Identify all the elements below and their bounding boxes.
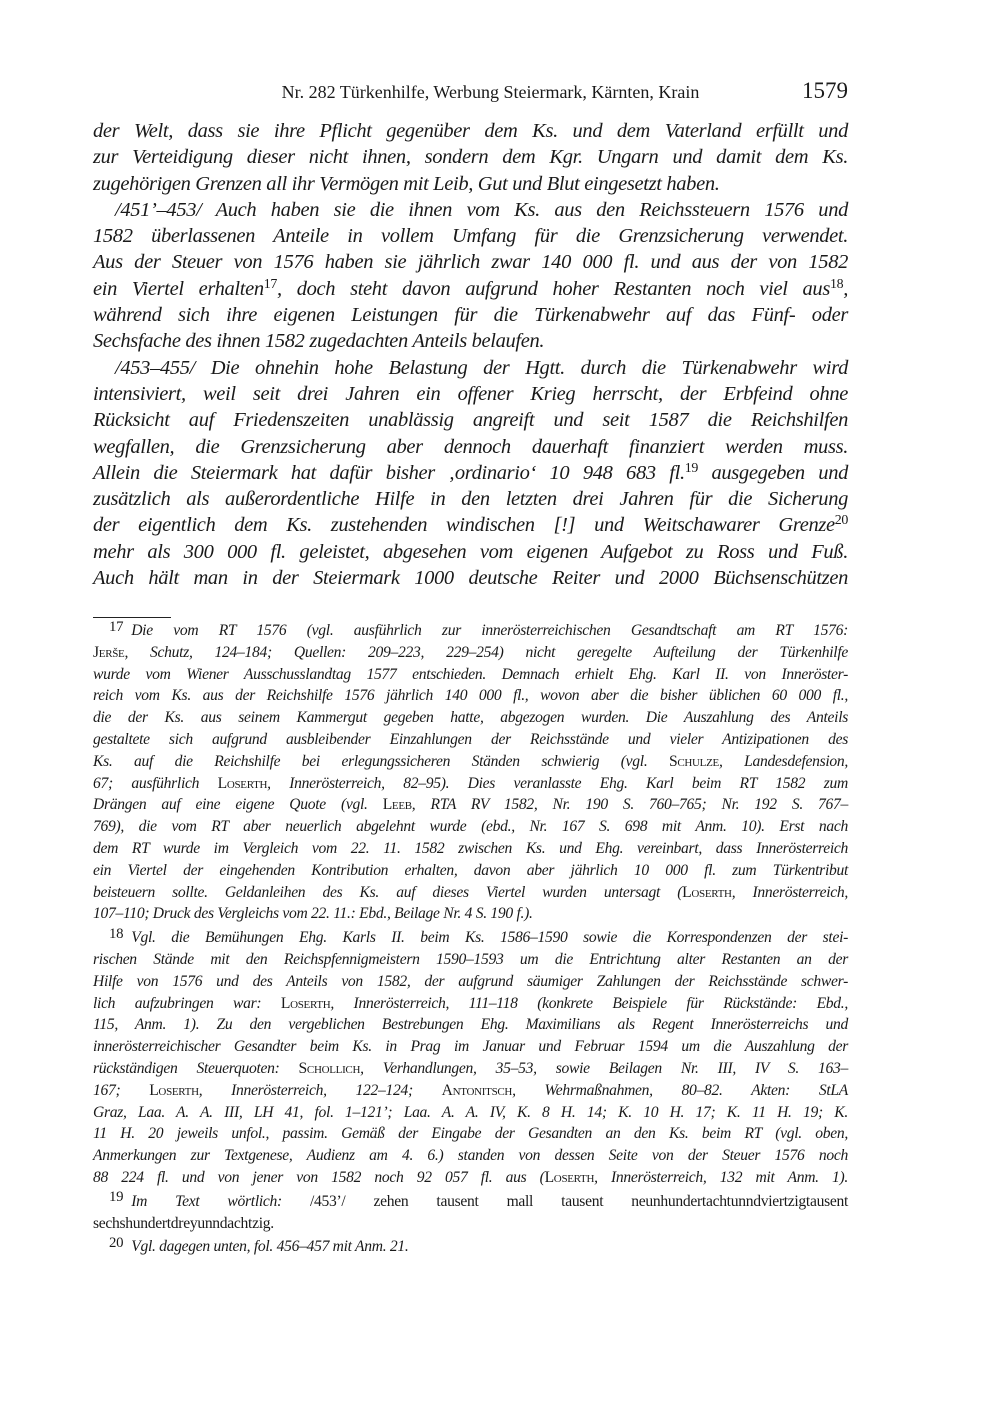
footnote-line — [93, 1213, 848, 1235]
text-line — [93, 197, 848, 223]
text-line — [93, 486, 848, 512]
text-italic: ausgegeben und — [697, 461, 848, 484]
text-italic: Hilfe von 1576 und des Anteils von 1582, der aufgrund säumiger Zahlungen der Reichsstände schwer- — [93, 972, 848, 990]
footnote-ref: 18 — [829, 276, 844, 292]
footnote-line — [93, 816, 848, 838]
text-italic: Drängen auf eine eigene Quote (vgl. — [93, 796, 383, 814]
text-italic: zur Verteidigung dieser nicht ihnen, sondern dem Kgr. Ungarn und damit dem Ks. — [93, 146, 848, 169]
running-title: Nr. 282 Türkenhilfe, Werbung Steiermark, Kärnten, Krain — [281, 82, 700, 102]
footnote-separator — [93, 617, 171, 618]
text-italic: , Landesdefension, — [718, 752, 848, 770]
text-italic: Vgl. die Bemühungen Ehg. Karls II. beim Ks. 1586–1590 sowie die Korrespondenzen der stei- — [131, 929, 848, 947]
footnote-line — [93, 882, 848, 904]
text-line — [93, 328, 848, 354]
text-italic: , Innerösterreich, 122–124; — [198, 1081, 442, 1099]
text-italic: Graz, Laa. A. A. III, LH 41, fol. 1–121’; Laa. A. A. IV, K. 8 H. 14; K. 10 H. 17; K. 11 H. 19; K. — [93, 1103, 848, 1121]
footnote-line — [93, 971, 848, 993]
footnote-ref: 20 — [834, 513, 848, 529]
author-name: Loserth — [280, 994, 331, 1012]
footnote-line — [93, 1058, 848, 1080]
text-italic: während sich ihre eigenen Leistungen für die Türkenabwehr auf das Fünf- oder — [93, 304, 848, 327]
footnote-line — [93, 860, 848, 882]
text-line — [93, 407, 848, 433]
author-name: Loserth — [217, 774, 268, 792]
text-line — [93, 512, 848, 538]
footnote-line — [93, 949, 848, 971]
footnote-line — [93, 794, 848, 816]
author-name: Loserth — [682, 883, 732, 901]
text-line — [93, 355, 848, 381]
text-italic: wegfallen, die Grenzsicherung aber dennoch dauerhaft finanziert werden muss. — [93, 435, 848, 458]
footnote-number: 18 — [109, 925, 124, 942]
text-italic: wurde vom Wiener Ausschusslandtag 1577 entschieden. Demnach erhielt Ehg. Karl II. von Inneröster- — [93, 665, 848, 683]
footnote-ref: 19 — [684, 460, 698, 476]
footnote-line — [93, 751, 848, 773]
text-line — [93, 539, 848, 565]
text-italic: der Welt, dass sie ihre Pflicht gegenüber dem Ks. und dem Vaterland erfüllt und — [93, 120, 848, 142]
text-italic: , Innerösterreich, — [731, 883, 848, 901]
footnote-line — [93, 729, 848, 751]
footnote-number: 19 — [109, 1189, 124, 1206]
text-italic: /451’–453/ Auch haben sie die ihnen vom Ks. aus den Reichssteuern 1576 und — [115, 198, 848, 221]
text-line — [93, 381, 848, 407]
text-italic: 115, Anm. 1). Zu den vergeblichen Bestrebungen Ehg. Maximilians als Regent Innerösterreichs und — [93, 1016, 848, 1034]
footnote-line — [93, 620, 848, 642]
footnote-number: 17 — [109, 618, 124, 635]
text-italic: 167; — [93, 1081, 150, 1099]
text-italic: der eigentlich dem Ks. zustehenden windischen [!] und Weitschawarer Grenze — [93, 514, 835, 537]
text-italic: Rücksicht auf Friedenszeiten unablässig angreift und seit 1587 die Reichshilfen — [93, 409, 848, 432]
footnote-line — [93, 1167, 848, 1189]
footnote-line — [93, 1191, 848, 1213]
text-italic: dem RT wurde im Vergleich vom 22. 11. 1582 zwischen Ks. und Ehg. vereinbart, dass Innerösterreich — [93, 839, 848, 857]
footnote-line — [93, 838, 848, 860]
text-italic: Aus der Steuer von 1576 haben sie jährlich zwar 140 000 fl. und aus der von 1582 — [93, 251, 848, 274]
text-italic: zusätzlich als außerordentliche Hilfe in den letzten drei Jahren für die Sicherung — [93, 488, 848, 511]
text-italic: 88 224 fl. und von jener von 1582 noch 92 057 fl. aus ( — [93, 1168, 545, 1186]
author-name: Schollich — [298, 1059, 361, 1077]
page-number: 1579 — [802, 78, 848, 103]
text-italic: die der Ks. aus seinem Kammergut gegeben hatte, abgezogen wurden. Die Auszahlung des Anteils — [93, 709, 848, 727]
text-italic: 769), die vom RT aber neuerlich abgelehnt wurde (ebd., Nr. 167 S. 698 mit Anm. 10). Erst nach — [93, 818, 848, 836]
text-italic: /453–455/ Die ohnehin hohe Belastung der Hgtt. durch die Türkenabwehr wird — [115, 356, 848, 379]
text-italic: , Wehrmaßnahmen, 80–82. Akten: StLA — [512, 1081, 848, 1099]
main-text — [93, 118, 848, 591]
footnote-line — [93, 664, 848, 686]
text-line — [93, 249, 848, 275]
footnotes — [93, 620, 848, 1258]
text-italic: innerösterreichischer Gesandter beim Ks. in Prag im Januar und Februar 1594 um die Auszahlung der — [93, 1038, 848, 1056]
text-italic: ein Viertel der eingehenden Kontribution erhalten, davon aber jährlich 10 000 fl. zum Türkentribut — [93, 861, 848, 879]
author-name: Jerše — [93, 643, 125, 661]
text-line — [93, 276, 848, 302]
text-italic: 107–110; Druck des Vergleichs vom 22. 11.: Ebd., Beilage Nr. 4 S. 190 f.). — [93, 905, 533, 923]
text-roman: /453’/ zehen tausent mall tausent neunhundertachtunndviertzigtausent — [309, 1192, 849, 1210]
text-italic: , Verhandlungen, 35–53, sowie Beilagen Nr. III, IV S. 163– — [360, 1059, 848, 1077]
footnote-line — [93, 1014, 848, 1036]
text-italic: reich vom Ks. aus der Reichshilfe 1576 jährlich 140 000 fl., wovon aber die bisher üblichen 60 000 fl., — [93, 687, 848, 705]
text-italic: , RTA RV 1582, Nr. 190 S. 760–765; Nr. 192 S. 767– — [411, 796, 848, 814]
text-italic: Sechsfache des ihnen 1582 zugedachten Anteils belaufen. — [93, 330, 545, 353]
text-line — [93, 434, 848, 460]
author-name: Leeb — [382, 796, 412, 814]
footnote-ref: 17 — [263, 276, 278, 292]
footnote-line — [93, 685, 848, 707]
footnote-line — [93, 927, 848, 949]
text-line — [93, 302, 848, 328]
footnote-line — [93, 642, 848, 664]
author-name: Antonitsch — [441, 1081, 513, 1099]
footnote-line — [93, 773, 848, 795]
text-italic: zugehörigen Grenzen all ihr Vermögen mit Leib, Gut und Blut eingesetzt haben. — [93, 172, 720, 195]
author-name: Loserth — [149, 1081, 199, 1099]
text-italic: Im Text wörtlich: — [131, 1192, 310, 1210]
footnote-line — [93, 903, 848, 925]
footnote-line — [93, 1102, 848, 1124]
text-line — [93, 118, 848, 144]
text-italic: rückständigen Steuerquoten: — [93, 1059, 299, 1077]
text-italic: , Innerösterreich, 111–118 (konkrete Beispiele für Rückstände: Ebd., — [330, 994, 848, 1012]
text-italic: Ks. auf die Reichshilfe bei erlegungssicheren Ständen schwierig (vgl. — [93, 752, 669, 770]
text-line — [93, 565, 848, 591]
text-italic: , Innerösterreich, 82–95). Dies veranlasste Ehg. Karl beim RT 1582 zum — [267, 774, 848, 792]
author-name: Loserth — [544, 1168, 595, 1186]
text-italic: 11 H. 20 jeweils unfol., passim. Gemäß der Eingabe der Gesandten an den Ks. beim RT (vgl. oben, — [93, 1125, 848, 1143]
text-italic: , Schutz, 124–184; Quellen: 209–223, 229–254) nicht geregelte Aufteilung der Türkenhilfe — [124, 643, 848, 661]
text-line — [93, 144, 848, 170]
text-italic: Anmerkungen zur Textgenese, Audienz am 4. 6.) standen von dessen Seite von der Steuer 1576 noch — [93, 1147, 848, 1165]
author-name: Schulze — [668, 752, 719, 770]
page-header — [93, 78, 848, 108]
text-italic: rischen Stände mit den Reichspfennigmeistern 1590–1593 um die Entrichtung alter Restanten an der — [93, 950, 848, 968]
text-italic: Vgl. dagegen unten, fol. 456–457 mit Anm. 21. — [131, 1238, 409, 1256]
text-italic: Auch hält man in der Steiermark 1000 deutsche Reiter und 2000 Büchsenschützen — [93, 567, 848, 590]
text-roman: sechshundertdreyunndachtzig. — [93, 1214, 274, 1232]
text-italic: Allein die Steiermark hat dafür bisher ‚ordinario‘ 10 948 683 fl. — [93, 461, 685, 484]
footnote-line — [93, 1145, 848, 1167]
footnote-line — [93, 1236, 848, 1258]
text-line — [93, 460, 848, 486]
text-italic: , doch steht davon aufgrund hoher Restanten noch viel aus — [277, 277, 830, 300]
footnote-line — [93, 1123, 848, 1145]
text-italic: intensiviert, weil seit drei Jahren ein offener Krieg herrscht, der Erbfeind ohne — [93, 382, 848, 405]
footnote-line — [93, 993, 848, 1015]
footnote-line — [93, 1036, 848, 1058]
text-italic: Die vom RT 1576 (vgl. ausführlich zur innerösterreichischen Gesandtschaft am RT 1576: — [131, 622, 848, 639]
text-italic: 67; ausführlich — [93, 774, 218, 792]
text-italic: gestaltete sich aufgrund ausbleibender Einzahlungen der Reichsstände und vieler Antizipationen des — [93, 730, 848, 748]
text-italic: lich aufzubringen war: — [93, 994, 281, 1012]
footnote-line — [93, 707, 848, 729]
text-italic: 1582 überlassenen Anteile in vollem Umfang für die Grenzsicherung verwendet. — [93, 225, 848, 248]
text-italic: ein Viertel erhalten — [93, 277, 264, 300]
text-line — [93, 223, 848, 249]
footnote-number: 20 — [109, 1234, 124, 1251]
text-italic: , — [843, 277, 848, 300]
text-italic: beisteuern sollte. Geldanleihen des Ks. auf dieses Viertel wurden untersagt ( — [93, 883, 683, 901]
text-italic: mehr als 300 000 fl. geleistet, abgesehen vom eigenen Aufgebot zu Ross und Fuß. — [93, 540, 848, 563]
text-italic: , Innerösterreich, 132 mit Anm. 1). — [594, 1168, 849, 1186]
footnote-line — [93, 1080, 848, 1102]
text-line — [93, 171, 848, 197]
